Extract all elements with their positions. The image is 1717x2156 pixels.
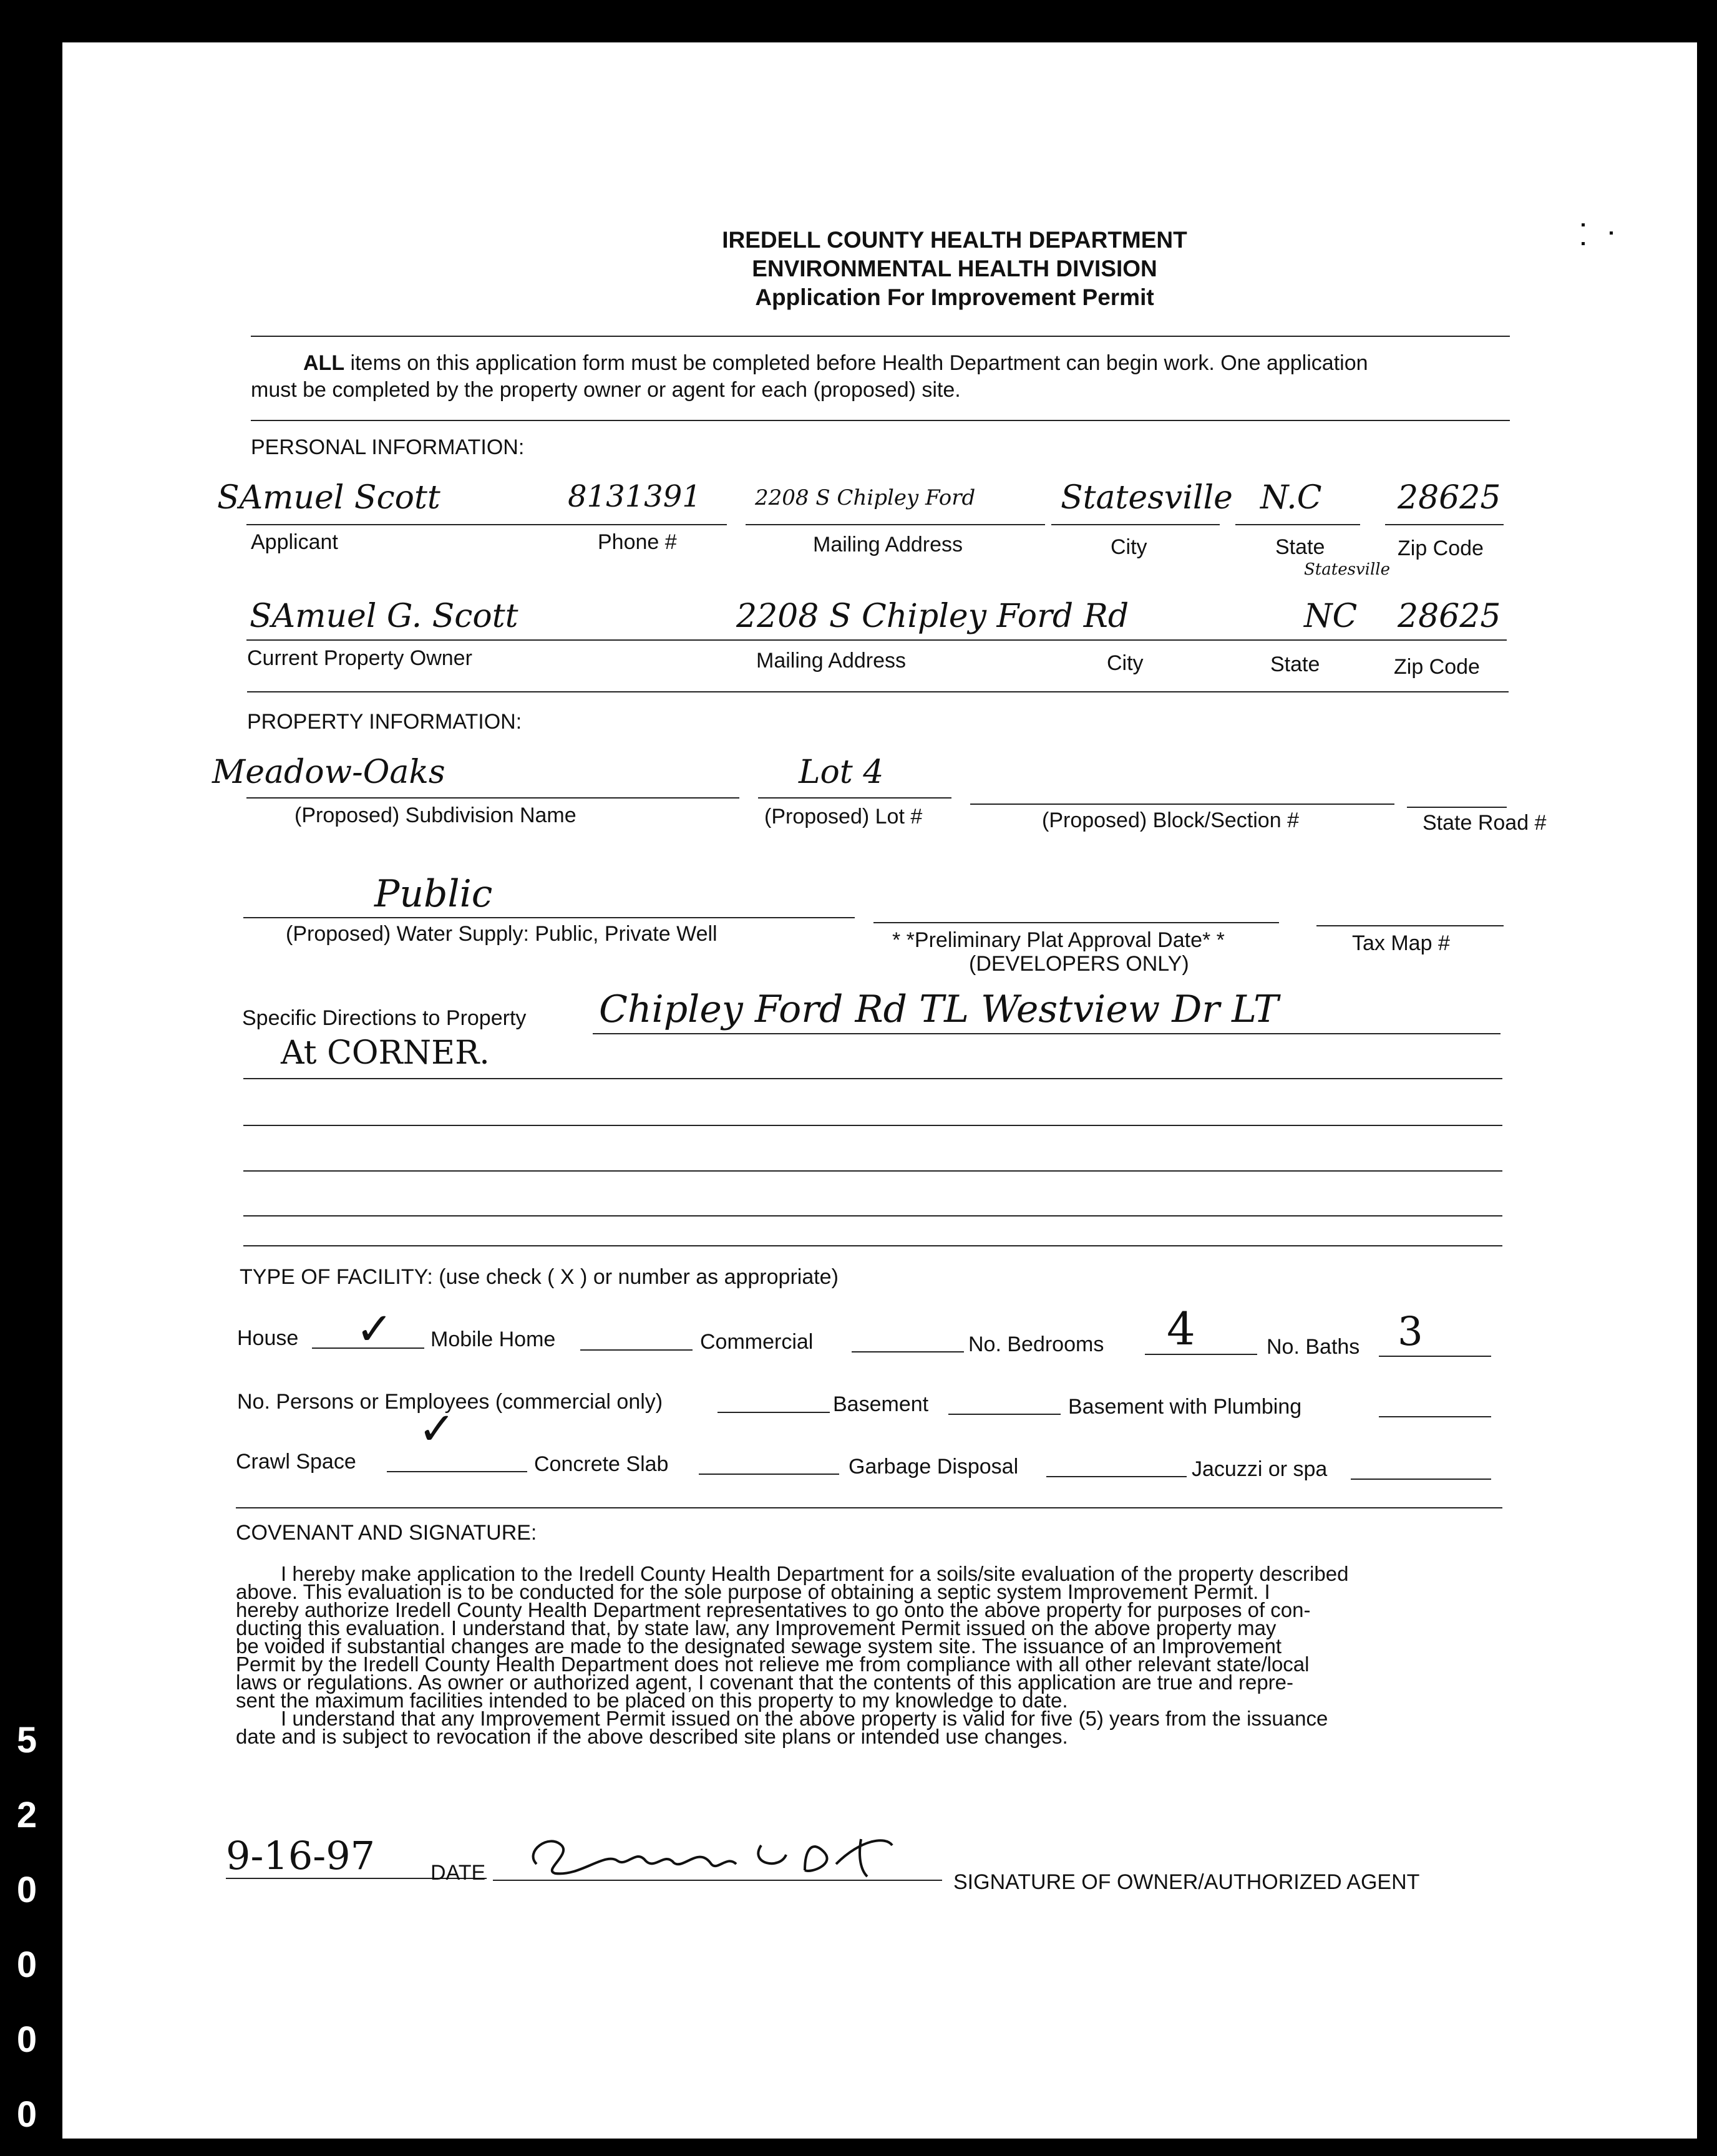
owner-mailing-value: 2208 S Chipley Ford Rd [736, 598, 1129, 635]
state-value: N.C [1260, 479, 1322, 517]
owner-city-label: City [1107, 651, 1144, 675]
owner-city-note: Statesville [1304, 560, 1390, 579]
margin-digit: 0 [16, 2019, 37, 2060]
house-check-value: ✓ [356, 1303, 394, 1355]
applicant-value: SAmuel Scott [217, 479, 440, 517]
header-line-1: IREDELL COUNTY HEALTH DEPARTMENT [722, 227, 1187, 253]
covenant-p1-line: sent the maximum facilities intended to be placed on this property to my knowledge to date. [236, 1689, 1068, 1712]
house-label: House [237, 1326, 299, 1350]
applicant-label: Applicant [251, 530, 338, 554]
owner-zip-value: 28625 [1398, 598, 1501, 635]
water-value: Public [374, 872, 493, 916]
basement-label: Basement [833, 1392, 929, 1416]
form-page [62, 42, 1697, 2139]
property-heading: PROPERTY INFORMATION: [247, 710, 522, 734]
covenant-p1-line: hereby authorize Iredell County Health Department representatives to go onto the above property for purposes of con- [236, 1598, 1311, 1621]
header-line-3: Application For Improvement Permit [755, 284, 1154, 310]
signature-graphic [512, 1827, 923, 1883]
state-label: State [1275, 535, 1325, 559]
owner-zip-label: Zip Code [1394, 655, 1480, 679]
mailing-value: 2208 S Chipley Ford [755, 485, 976, 510]
covenant-p1-line: laws or regulations. As owner or authorized agent, I covenant that the contents of this application are true and repre- [236, 1671, 1294, 1694]
covenant-heading: COVENANT AND SIGNATURE: [236, 1521, 537, 1545]
baths-value: 3 [1398, 1309, 1423, 1355]
directions-value-2: At CORNER. [281, 1034, 490, 1072]
covenant-paragraph-1 [236, 1562, 1491, 1748]
directions-value-1: Chipley Ford Rd TL Westview Dr LT [599, 988, 1279, 1031]
covenant-p1-line: be voided if substantial changes are made to the designated sewage system site. The issuance of an Improvement [236, 1634, 1282, 1658]
phone-label: Phone # [598, 530, 677, 554]
owner-state-value: NC [1304, 598, 1358, 635]
zip-label: Zip Code [1398, 537, 1484, 560]
covenant-p1-line: above. This evaluation is to be conducted for the sole purpose of obtaining a septic system Improvement Permit. I [236, 1580, 1270, 1603]
jacuzzi-label: Jacuzzi or spa [1192, 1457, 1328, 1481]
owner-label: Current Property Owner [247, 646, 472, 670]
facility-heading: TYPE OF FACILITY: (use check ( X ) or number as appropriate) [240, 1265, 839, 1289]
lot-value: Lot 4 [799, 754, 884, 791]
mobile-label: Mobile Home [430, 1328, 556, 1351]
basement-plumbing-label: Basement with Plumbing [1068, 1395, 1302, 1419]
persons-label: No. Persons or Employees (commercial only) [237, 1390, 663, 1414]
garbage-label: Garbage Disposal [849, 1455, 1019, 1479]
speck [1582, 223, 1585, 226]
header-rule [251, 336, 1510, 337]
margin-digit: 5 [16, 1720, 37, 1760]
owner-state-label: State [1270, 653, 1320, 676]
margin-digit: 2 [16, 1795, 37, 1835]
block-label: (Proposed) Block/Section # [1042, 808, 1299, 832]
covenant-p1-line: ducting this evaluation. I understand that, by state law, any Improvement Permit issued on the above property may [236, 1616, 1277, 1639]
city-label: City [1111, 535, 1147, 559]
covenant-p2-line: date and is subject to revocation if the above described site plans or intended use changes. [236, 1725, 1068, 1748]
instructions-rule [251, 420, 1510, 421]
subdivision-label: (Proposed) Subdivision Name [294, 804, 576, 827]
crawl-label: Crawl Space [236, 1450, 356, 1474]
header-line-2: ENVIRONMENTAL HEALTH DIVISION [752, 256, 1157, 281]
phone-value: 8131391 [568, 479, 701, 514]
speck [1610, 231, 1613, 235]
signature-label: SIGNATURE OF OWNER/AUTHORIZED AGENT [953, 1870, 1420, 1894]
bedrooms-value: 4 [1167, 1303, 1195, 1355]
mailing-label: Mailing Address [813, 533, 963, 556]
road-label: State Road # [1423, 811, 1547, 835]
directions-label: Specific Directions to Property [242, 1006, 527, 1030]
signature [512, 1827, 923, 1883]
date-label: DATE [430, 1861, 486, 1885]
plat-label: * *Preliminary Plat Approval Date* * [892, 928, 1225, 952]
crawl-check-value: ✓ [418, 1402, 456, 1455]
margin-digit: 0 [16, 1870, 37, 1910]
zip-value: 28625 [1398, 479, 1501, 517]
margin-digit: 0 [16, 2094, 37, 2135]
instructions-line-1: ALL items on this application form must be completed before Health Department can begin work. One application [303, 351, 1368, 375]
speck [1582, 242, 1585, 245]
lot-label: (Proposed) Lot # [764, 805, 923, 828]
covenant-p1-line: Permit by the Iredell County Health Department does not relieve me from compliance with all other relevant state/local [236, 1653, 1310, 1676]
subdivision-value: Meadow-Oaks [212, 754, 445, 791]
slab-label: Concrete Slab [534, 1452, 669, 1476]
instructions-line-2: must be completed by the property owner or agent for each (proposed) site. [251, 378, 961, 402]
water-label: (Proposed) Water Supply: Public, Private Well [286, 922, 717, 946]
baths-label: No. Baths [1267, 1335, 1360, 1359]
personal-heading: PERSONAL INFORMATION: [251, 435, 525, 459]
taxmap-label: Tax Map # [1352, 931, 1450, 955]
owner-value: SAmuel G. Scott [250, 598, 518, 635]
commercial-label: Commercial [700, 1330, 814, 1354]
margin-digit: 0 [16, 1945, 37, 1985]
city-value: Statesville [1061, 479, 1233, 517]
date-value: 9-16-97 [226, 1833, 376, 1878]
bedrooms-label: No. Bedrooms [968, 1333, 1104, 1356]
plat-label-2: (DEVELOPERS ONLY) [969, 952, 1189, 976]
covenant-p2-line: I understand that any Improvement Permit issued on the above property is valid for five (5) years from the issuance [281, 1707, 1328, 1730]
owner-mailing-label: Mailing Address [756, 649, 907, 673]
covenant-p1-line: I hereby make application to the Iredell County Health Department for a soils/site evaluation of the property described [281, 1562, 1349, 1585]
